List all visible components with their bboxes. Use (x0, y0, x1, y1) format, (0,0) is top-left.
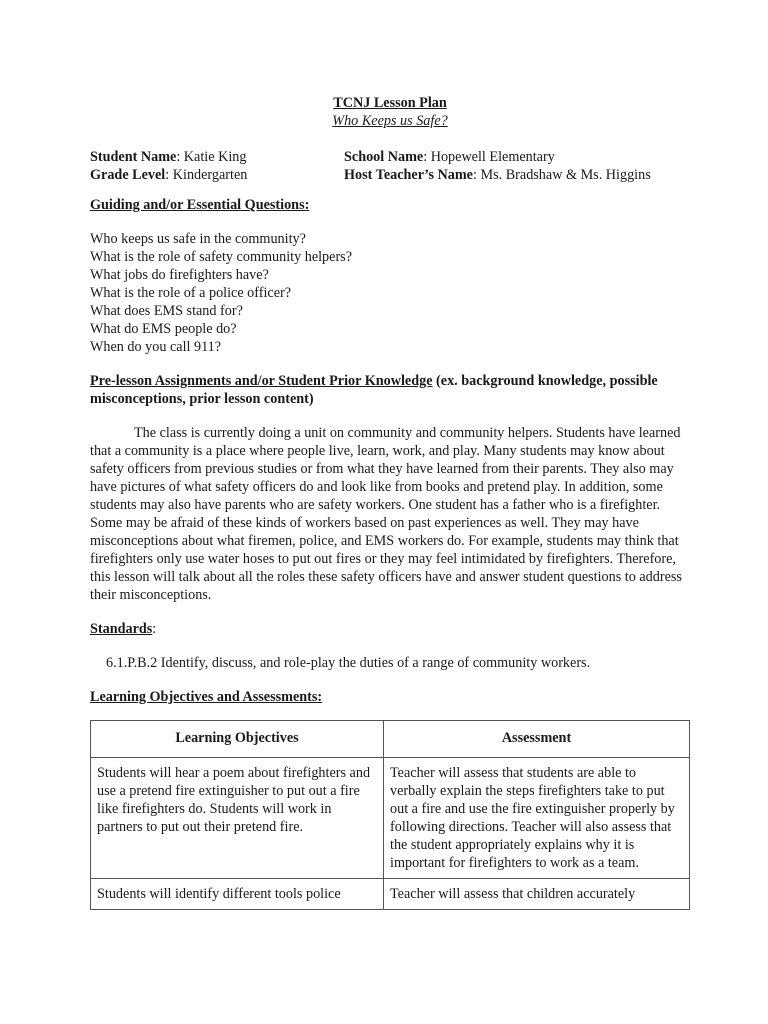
lesson-plan-page (90, 94, 690, 910)
list-item: What is the role of a police officer? (90, 285, 292, 301)
grade-level-line (90, 166, 247, 184)
objectives-table (90, 720, 690, 910)
assessment-cell: Teacher will assess that students are able to verbally explain the steps firefighters take to put out a fire and use the fire extinguisher properly by following directions. Teacher will also assess that the student appropriately explains why it is important for firefighters to work as a team. (384, 758, 690, 879)
guiding-questions-heading: Guiding and/or Essential Questions: (90, 197, 310, 213)
prior-knowledge-heading: Pre-lesson Assignments and/or Student Prior Knowledge (ex. background knowledge, possible misconceptions, prior lesson content) (90, 373, 658, 407)
school-name-value: : Hopewell Elementary (423, 149, 555, 165)
school-name-label: School Name (344, 149, 424, 165)
table-row (91, 758, 690, 879)
list-item: What do EMS people do? (90, 321, 237, 337)
standards-heading: Standards: (90, 621, 157, 637)
document-title: TCNJ Lesson Plan (333, 95, 447, 111)
standards-item: 6.1.P.B.2 Identify, discuss, and role-play the duties of a range of community workers. (106, 655, 591, 671)
list-item: What jobs do firefighters have? (90, 267, 269, 283)
list-item: Who keeps us safe in the community? (90, 231, 306, 247)
assessment-cell: Teacher will assess that children accurately (384, 879, 690, 910)
table-row (91, 879, 690, 910)
student-name-label: Student Name (90, 149, 177, 165)
list-item: What is the role of safety community helpers? (90, 249, 352, 265)
guiding-questions-list (90, 230, 690, 356)
objective-cell: Students will hear a poem about firefighters and use a pretend fire extinguisher to put out a fire like firefighters do. Students will work in partners to put out their pretend fire. (91, 758, 384, 879)
list-item: What does EMS stand for? (90, 303, 243, 319)
info-block (90, 148, 690, 184)
host-teacher-label: Host Teacher’s Name (344, 167, 473, 183)
list-item: When do you call 911? (90, 339, 222, 355)
objective-cell: Students will identify different tools police (91, 879, 384, 910)
objectives-heading: Learning Objectives and Assessments: (90, 689, 323, 705)
column-header-assessment: Assessment (384, 721, 690, 758)
prior-knowledge-paragraph: The class is currently doing a unit on community and community helpers. Students have learned that a community is a place where people live, learn, work, and play. Many students may know about safety officers from previous studies or from what they have learned from their parents. They also may have pictures of what safety officers do and look like from books and pretend play. In addition, some students may also have parents who are safety workers. One student has a father who is a firefighter. Some may be afraid of these kinds of workers based on past experiences as well. They may have misconceptions about what firemen, police, and EMS workers do. For example, students may think that firefighters only use water hoses to put out fires or they may feel intimidated by firefighters. Therefore, this lesson will talk about all the roles these safety officers have and answer student questions to address their misconceptions. (90, 425, 682, 603)
student-name-value: : Katie King (176, 149, 247, 165)
column-header-objectives: Learning Objectives (91, 721, 384, 758)
table-header-row (91, 721, 690, 758)
school-name-line (344, 148, 555, 166)
host-teacher-line (344, 166, 651, 184)
student-name-line (90, 148, 246, 166)
grade-level-value: : Kindergarten (165, 167, 248, 183)
grade-level-label: Grade Level (90, 167, 166, 183)
document-subtitle: Who Keeps us Safe? (332, 113, 448, 129)
host-teacher-value: : Ms. Bradshaw & Ms. Higgins (472, 167, 651, 183)
